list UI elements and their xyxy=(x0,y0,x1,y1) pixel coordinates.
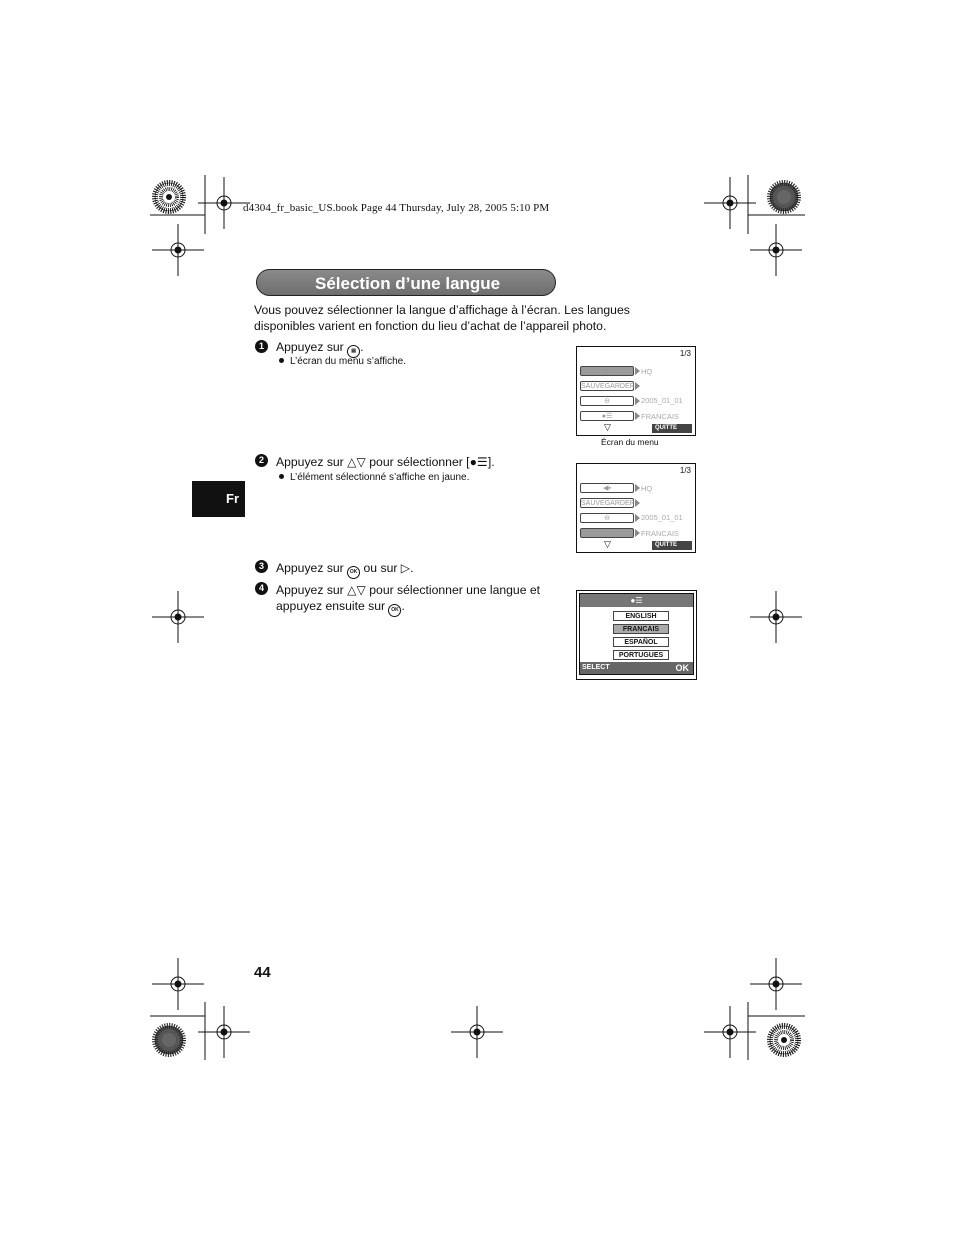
step-1-text-b: . xyxy=(360,340,364,354)
language-icon: ●☰ xyxy=(469,455,488,469)
quit-label: QUITTE xyxy=(652,424,692,433)
menu-value-hq: HQ xyxy=(641,484,653,493)
up-down-arrows-icon: △▽ xyxy=(347,455,366,469)
menu-value-date: 2005_01_01 xyxy=(641,396,683,405)
menu-page-indicator: 1/3 xyxy=(679,466,691,475)
language-side-tab: Fr xyxy=(192,481,245,517)
menu-row-language xyxy=(580,528,634,538)
down-arrow-icon: ▽ xyxy=(604,422,611,432)
down-arrow-icon: ▽ xyxy=(604,539,611,549)
step-2-text-c: ]. xyxy=(487,455,495,469)
menu-button-icon: ▤ xyxy=(347,345,360,358)
step-1-text-a: Appuyez sur xyxy=(276,340,344,354)
menu-row-clock xyxy=(580,513,634,523)
menu-row-clock xyxy=(580,396,634,406)
ok-button-icon: OK xyxy=(388,604,401,617)
step-1-note: L’écran du menu s’affiche. xyxy=(279,356,406,367)
quit-label: QUITTE xyxy=(652,541,692,550)
step-2-text xyxy=(276,454,495,470)
step-4-text-c: appuyez ensuite sur xyxy=(276,599,386,613)
ok-button-icon: OK xyxy=(347,566,360,579)
step-3-text xyxy=(276,560,414,579)
step-4-text-a: Appuyez sur xyxy=(276,583,344,597)
step-3-text-b: ou sur xyxy=(363,561,398,575)
menu-row-language xyxy=(580,411,634,421)
step-3-text-a: Appuyez sur xyxy=(276,561,344,575)
menu-value-hq: HQ xyxy=(641,367,653,376)
language-option-english: ENGLISH xyxy=(613,611,669,621)
menu-value-date: 2005_01_01 xyxy=(641,513,683,522)
language-screen-footer xyxy=(580,662,693,674)
page-number: 44 xyxy=(254,964,271,981)
step-number-2: 2 xyxy=(255,454,268,467)
menu-screen-caption: Écran du menu xyxy=(601,437,659,447)
section-title: Sélection d’une langue xyxy=(256,269,556,296)
step-2-note: L’élément sélectionné s’affiche en jaune. xyxy=(279,472,469,483)
step-number-3: 3 xyxy=(255,560,268,573)
image-quality-icon: ◀▪ xyxy=(603,485,611,492)
right-arrow-icon: ▷ xyxy=(400,561,411,575)
menu-row-save: SAUVEGARDER xyxy=(581,383,635,390)
language-screen xyxy=(576,590,697,680)
language-option-portugues: PORTUGUES xyxy=(613,650,669,660)
step-4-text-b: pour sélectionner une langue et xyxy=(369,583,541,597)
step-3-text-c: . xyxy=(410,561,414,575)
intro-paragraph: Vous pouvez sélectionner la langue d’affichage à l’écran. Les langues disponibles varient en fonction du lieu d’achat de l’appareil photo. xyxy=(254,303,630,333)
language-option-espanol: ESPAÑOL xyxy=(613,637,669,647)
select-label: SELECT xyxy=(582,664,610,671)
file-header: d4304_fr_basic_US.book Page 44 Thursday, July 28, 2005 5:10 PM xyxy=(243,202,550,214)
image-quality-icon: ◀▪ xyxy=(603,368,611,375)
menu-row-image-quality xyxy=(580,483,634,493)
menu-screen-2 xyxy=(576,463,696,553)
clock-icon: ⊖ xyxy=(604,398,610,405)
language-icon: ●☰ xyxy=(601,413,613,420)
clock-icon: ⊖ xyxy=(604,515,610,522)
menu-screen-1 xyxy=(576,346,696,436)
step-number-1: 1 xyxy=(255,340,268,353)
menu-row-image-quality xyxy=(580,366,634,376)
ok-label: OK xyxy=(675,663,689,673)
language-icon: ●☰ xyxy=(601,530,613,537)
step-4-text xyxy=(276,582,556,617)
step-number-4: 4 xyxy=(255,582,268,595)
menu-page-indicator: 1/3 xyxy=(679,349,691,358)
step-2-text-a: Appuyez sur xyxy=(276,455,344,469)
step-4-text-d: . xyxy=(401,599,405,613)
language-option-francais: FRANCAIS xyxy=(613,624,669,634)
language-icon: ●☰ xyxy=(580,594,693,607)
up-down-arrows-icon: △▽ xyxy=(347,583,366,597)
menu-value-language: FRANCAIS xyxy=(641,529,679,538)
menu-value-language: FRANCAIS xyxy=(641,412,679,421)
menu-row-save: SAUVEGARDER xyxy=(581,500,635,507)
step-2-text-b: pour sélectionner [ xyxy=(369,455,470,469)
